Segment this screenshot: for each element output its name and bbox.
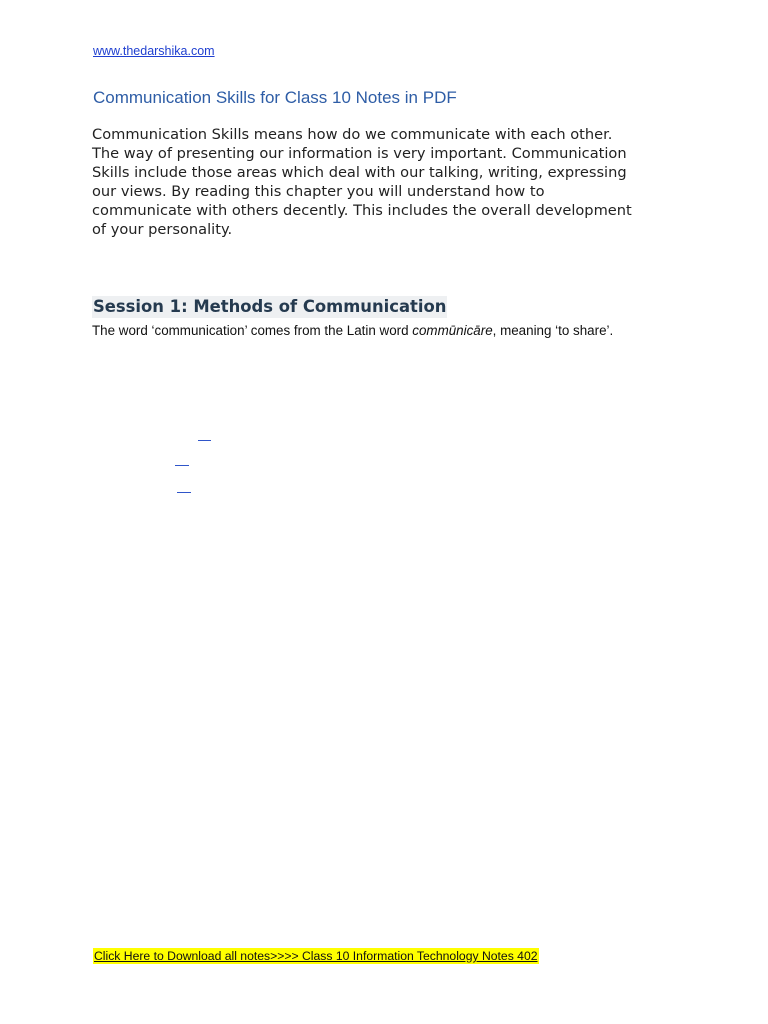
session-text xyxy=(92,323,613,338)
intro-line: The way of presenting our information is very important. Communication xyxy=(92,144,627,162)
intro-line: our views. By reading this chapter you will understand how to xyxy=(92,182,545,200)
intro-line: Communication Skills means how do we communicate with each other. xyxy=(92,126,613,143)
download-notes-link[interactable]: Click Here to Download all notes>>>> Class 10 Information Technology Notes 402 xyxy=(94,949,538,963)
intro-paragraph xyxy=(92,126,682,239)
site-link[interactable]: www.thedarshika.com xyxy=(93,44,215,58)
session-text-start: The word ‘communication’ comes from the Latin word xyxy=(92,323,413,338)
intro-line: Skills include those areas which deal with our talking, writing, expressing xyxy=(92,163,627,181)
link-underline-fragment[interactable] xyxy=(198,440,211,441)
intro-line: communicate with others decently. This includes the overall development xyxy=(92,201,632,219)
session-heading: Session 1: Methods of Communication xyxy=(93,297,447,316)
link-underline-fragment[interactable] xyxy=(175,465,189,466)
session-text-end: , meaning ‘to share’. xyxy=(492,323,614,338)
link-underline-fragment[interactable] xyxy=(177,492,191,493)
latin-word: commūnicāre xyxy=(412,323,493,338)
document-title: Communication Skills for Class 10 Notes in PDF xyxy=(93,88,457,107)
intro-line: of your personality. xyxy=(92,220,233,238)
